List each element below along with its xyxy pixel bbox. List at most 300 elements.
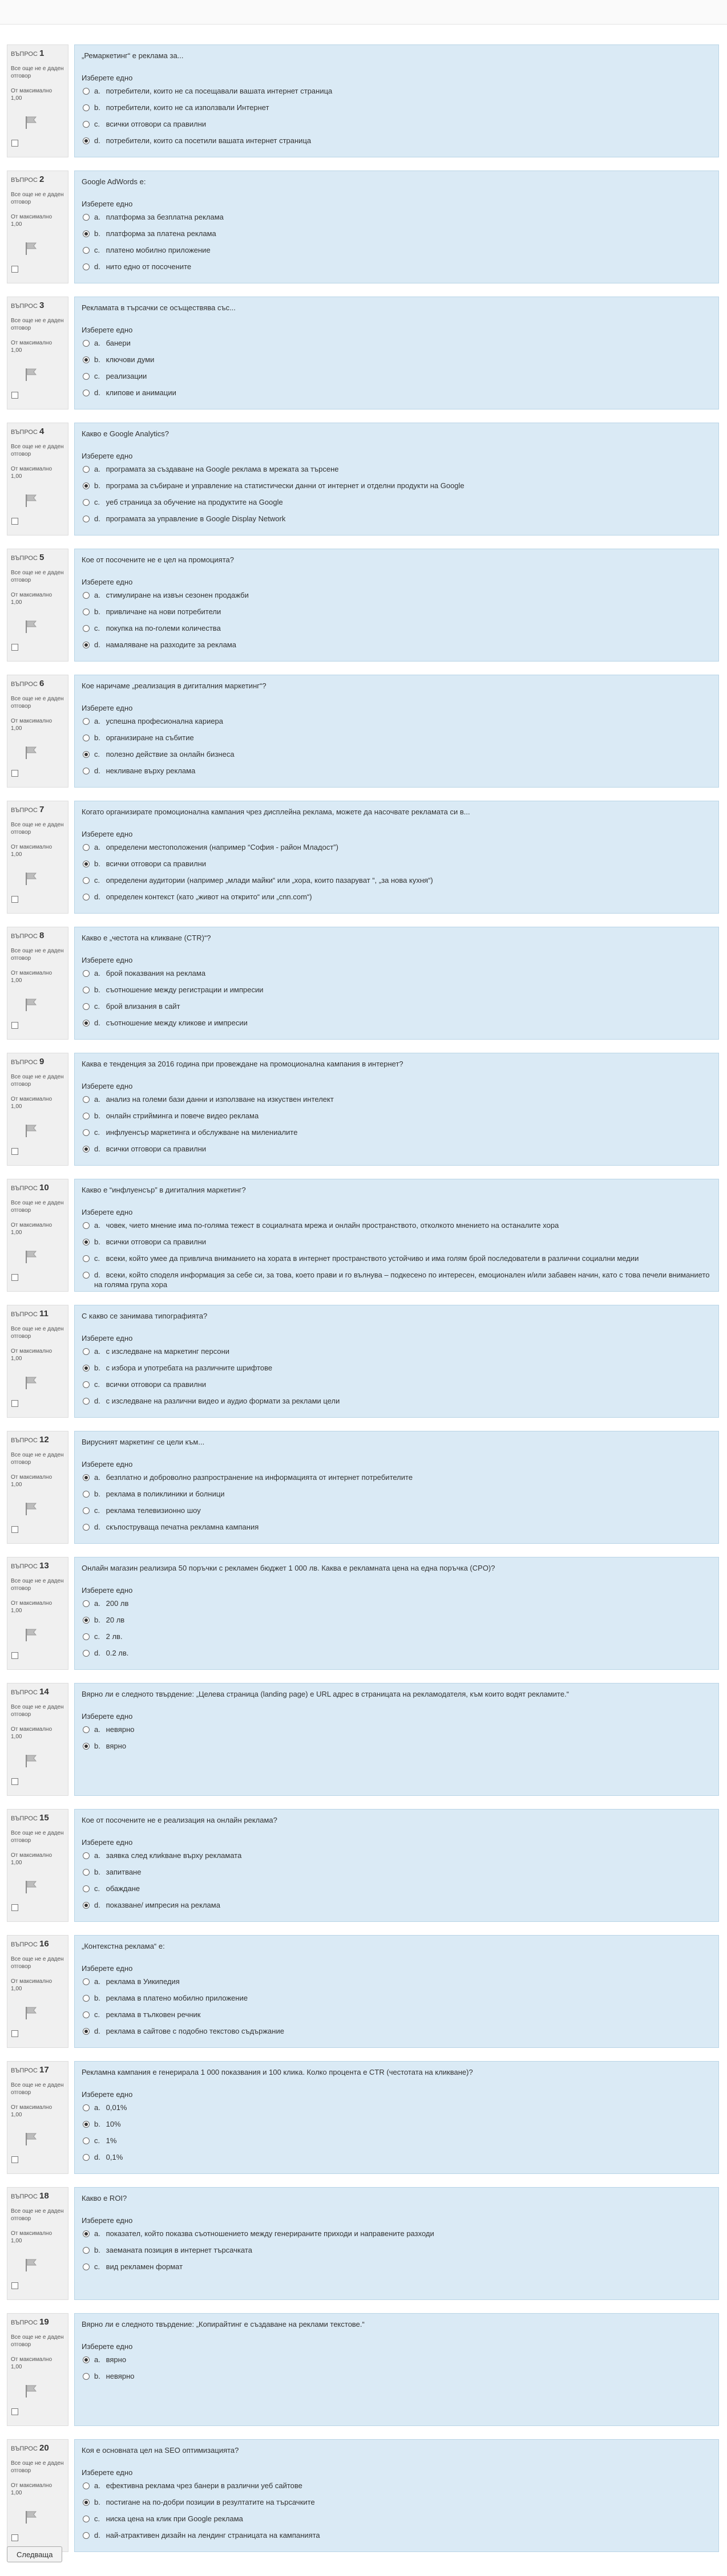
answer-label (94, 2371, 134, 2381)
answer-prompt: Изберете едно (82, 578, 133, 586)
radio-button[interactable] (83, 877, 90, 884)
answer-option[interactable] (82, 1648, 712, 1658)
answer-letter: a. (94, 1095, 100, 1104)
answer-prompt: Изберете едно (82, 1838, 133, 1847)
radio-button[interactable] (83, 1600, 90, 1607)
answer-letter: b. (94, 985, 100, 994)
radio-button[interactable] (83, 1978, 90, 1985)
answer-option[interactable] (82, 245, 712, 255)
question-number (11, 1310, 64, 1319)
answer-option[interactable] (82, 1867, 712, 1877)
question-3 (7, 297, 719, 409)
question-number (11, 554, 64, 562)
answer-label (94, 371, 147, 381)
radio-button[interactable] (83, 894, 90, 900)
flag-checkbox[interactable] (11, 392, 18, 399)
radio-selected[interactable] (83, 2028, 90, 2035)
answer-letter: d. (94, 1397, 100, 1405)
answer-letter: b. (94, 2372, 100, 2380)
answer-text: с изследване на различни видео и аудио формати за реклами цели (106, 1397, 340, 1405)
radio-selected[interactable] (83, 1020, 90, 1027)
question-text: Какво е Google Analytics? (82, 429, 169, 438)
answer-option[interactable] (82, 1018, 712, 1028)
answer-option[interactable] (82, 2136, 712, 2145)
question-prefix: ВЪПРОС (11, 1059, 38, 1066)
answer-letter: c. (94, 1002, 100, 1011)
answer-text: потребители, които са посетили вашата интернет страница (106, 136, 312, 145)
next-page-button[interactable]: Следваща (7, 2546, 62, 2562)
flag-icon[interactable] (23, 1501, 38, 1516)
answer-option[interactable] (82, 1506, 712, 1515)
answer-label (94, 640, 236, 650)
flag-checkbox[interactable] (11, 140, 18, 147)
radio-selected[interactable] (83, 1902, 90, 1909)
answer-option[interactable] (82, 2481, 712, 2490)
answer-label (94, 623, 221, 633)
answer-option[interactable] (82, 2514, 712, 2524)
radio-selected[interactable] (83, 137, 90, 144)
answer-option[interactable] (82, 355, 712, 364)
answer-letter: a. (94, 717, 100, 725)
question-14 (7, 1683, 719, 1796)
answer-letter: b. (94, 859, 100, 868)
radio-selected[interactable] (83, 1474, 90, 1481)
answer-option[interactable] (82, 2229, 712, 2238)
radio-button[interactable] (83, 1348, 90, 1355)
flag-icon[interactable] (23, 1249, 38, 1264)
answer-option[interactable] (82, 607, 712, 616)
top-navigation-bar (0, 0, 727, 25)
answer-option[interactable] (82, 1522, 712, 1532)
question-number (11, 1058, 64, 1066)
radio-button[interactable] (83, 2154, 90, 2161)
flag-checkbox[interactable] (11, 770, 18, 777)
flag-checkbox[interactable] (11, 518, 18, 525)
radio-button[interactable] (83, 1726, 90, 1733)
answer-letter: b. (94, 1111, 100, 1120)
answer-option[interactable] (82, 590, 712, 600)
radio-button[interactable] (83, 1381, 90, 1388)
radio-button[interactable] (83, 987, 90, 993)
question-info (7, 1809, 68, 1922)
answer-option[interactable] (82, 2530, 712, 2540)
answer-option[interactable] (82, 212, 712, 222)
answer-letter: b. (94, 1364, 100, 1372)
answer-letter: b. (94, 1868, 100, 1876)
radio-button[interactable] (83, 2104, 90, 2111)
radio-button[interactable] (83, 1885, 90, 1892)
radio-button[interactable] (83, 499, 90, 506)
answer-option[interactable] (82, 103, 712, 112)
answer-option[interactable] (82, 1363, 712, 1373)
radio-button[interactable] (83, 1869, 90, 1876)
radio-button[interactable] (83, 1852, 90, 1859)
radio-selected[interactable] (83, 2499, 90, 2506)
radio-button[interactable] (83, 1272, 90, 1279)
flag-icon[interactable] (23, 1123, 38, 1138)
radio-selected[interactable] (83, 1146, 90, 1153)
answer-label (94, 481, 465, 490)
answer-letter: b. (94, 2498, 100, 2506)
answer-option[interactable] (82, 2119, 712, 2129)
radio-button[interactable] (83, 1507, 90, 1514)
question-grade: От максимално 1,00 (11, 88, 52, 102)
flag-icon[interactable] (23, 2509, 38, 2524)
answer-option[interactable] (82, 968, 712, 978)
radio-selected[interactable] (83, 2356, 90, 2363)
answer-option[interactable] (82, 1993, 712, 2003)
answer-option[interactable] (82, 1144, 712, 1154)
answer-label (94, 1018, 248, 1028)
radio-button[interactable] (83, 88, 90, 95)
answer-letter: d. (94, 766, 100, 775)
answer-option[interactable] (82, 985, 712, 995)
answer-prompt: Изберете едно (82, 1586, 133, 1595)
flag-checkbox[interactable] (11, 2408, 18, 2415)
question-state: Все още не е даден отговор (11, 696, 64, 709)
question-grade: От максимално 1,00 (11, 1222, 52, 1236)
question-16 (7, 1935, 719, 2048)
radio-button[interactable] (83, 2373, 90, 2380)
answer-option[interactable] (82, 892, 712, 902)
answer-text: реклама в платено мобилно приложение (106, 1994, 248, 2002)
question-number (11, 1436, 64, 1445)
question-number (11, 1184, 64, 1192)
question-prefix: ВЪПРОС (11, 1311, 38, 1318)
flag-checkbox[interactable] (11, 2282, 18, 2289)
radio-button[interactable] (83, 625, 90, 632)
question-text: Какво е “инфлуенсър” в дигиталния маркетинг? (82, 1186, 246, 1194)
flag-icon[interactable] (23, 367, 38, 382)
question-number-value: 14 (39, 1687, 49, 1697)
flag-checkbox[interactable] (11, 1148, 18, 1155)
question-number-value: 1 (39, 48, 45, 58)
answer-text: всеки, който умее да привлича вниманието на хората в интернет пространството устойчиво и има голям брой последователи в различни социални медии (106, 1254, 639, 1263)
radio-selected[interactable] (83, 2230, 90, 2237)
answer-option[interactable] (82, 481, 712, 490)
answer-letter: a. (94, 87, 100, 95)
answer-text: всички отговори са правилни (106, 1238, 207, 1246)
answer-option[interactable] (82, 371, 712, 381)
flag-checkbox[interactable] (11, 644, 18, 651)
answer-option[interactable] (82, 2262, 712, 2271)
answer-option[interactable] (82, 766, 712, 776)
answer-text: заеманата позиция в интернет търсачката (106, 2246, 252, 2254)
answer-label (94, 103, 269, 112)
answer-letter: c. (94, 2514, 100, 2523)
radio-button[interactable] (83, 2532, 90, 2539)
radio-button[interactable] (83, 2247, 90, 2254)
radio-button[interactable] (83, 263, 90, 270)
answer-option[interactable] (82, 119, 712, 129)
answer-option[interactable] (82, 229, 712, 238)
answer-option[interactable] (82, 1127, 712, 1137)
answer-option[interactable] (82, 2371, 712, 2381)
answer-label (94, 136, 311, 145)
flag-icon[interactable] (23, 493, 38, 508)
answer-option[interactable] (82, 1380, 712, 1389)
answer-letter: b. (94, 355, 100, 364)
answer-text: с избора и употребата на различните шрифтове (106, 1364, 273, 1372)
answer-option[interactable] (82, 2010, 712, 2019)
flag-checkbox[interactable] (11, 1526, 18, 1533)
flag-checkbox[interactable] (11, 1778, 18, 1785)
flag-checkbox[interactable] (11, 2030, 18, 2037)
question-info (7, 1431, 68, 1544)
answer-option[interactable] (82, 86, 712, 96)
flag-icon[interactable] (23, 1879, 38, 1894)
radio-button[interactable] (83, 1633, 90, 1640)
radio-button[interactable] (83, 1491, 90, 1498)
answer-option[interactable] (82, 338, 712, 348)
answer-option[interactable] (82, 1615, 712, 1625)
question-content (74, 1809, 719, 1922)
answer-text: инфлуенсър маркетинга и обслужване на милениалите (106, 1128, 298, 1137)
answer-option[interactable] (82, 2245, 712, 2255)
radio-button[interactable] (83, 2011, 90, 2018)
radio-button[interactable] (83, 1222, 90, 1229)
question-number-value: 2 (39, 175, 45, 184)
radio-button[interactable] (83, 340, 90, 347)
answer-option[interactable] (82, 875, 712, 885)
answer-label (94, 1220, 559, 1230)
flag-icon[interactable] (23, 1627, 38, 1642)
answer-option[interactable] (82, 1884, 712, 1893)
flag-icon[interactable] (23, 997, 38, 1012)
answer-letter: b. (94, 1238, 100, 1246)
flag-icon[interactable] (23, 115, 38, 129)
radio-button[interactable] (83, 1995, 90, 2002)
flag-icon[interactable] (23, 1753, 38, 1768)
answer-option[interactable] (82, 1220, 712, 1230)
answer-option[interactable] (82, 859, 712, 869)
answer-option[interactable] (82, 388, 712, 397)
flag-icon[interactable] (23, 619, 38, 634)
answer-letter: a. (94, 1347, 100, 1356)
flag-checkbox[interactable] (11, 1022, 18, 1029)
answer-option[interactable] (82, 1472, 712, 1482)
answer-option[interactable] (82, 749, 712, 759)
radio-selected[interactable] (83, 482, 90, 489)
answer-option[interactable] (82, 2152, 712, 2162)
question-grade: От максимално 1,00 (11, 340, 52, 354)
radio-button[interactable] (83, 214, 90, 221)
answer-option[interactable] (82, 1977, 712, 1986)
answer-option[interactable] (82, 1851, 712, 1860)
answer-option[interactable] (82, 1346, 712, 1356)
radio-selected[interactable] (83, 1617, 90, 1624)
answer-option[interactable] (82, 1094, 712, 1104)
answer-option[interactable] (82, 842, 712, 852)
answer-option[interactable] (82, 2497, 712, 2507)
radio-selected[interactable] (83, 1365, 90, 1372)
answer-text: ефективна реклама чрез банери в различни уеб сайтове (106, 2481, 302, 2490)
question-state: Все още не е даден отговор (11, 1578, 64, 1592)
answer-option[interactable] (82, 514, 712, 524)
answer-letter: c. (94, 1128, 100, 1137)
answer-prompt: Изберете едно (82, 1460, 133, 1468)
answer-option[interactable] (82, 1900, 712, 1910)
radio-button[interactable] (83, 1003, 90, 1010)
flag-icon[interactable] (23, 2383, 38, 2398)
radio-selected[interactable] (83, 861, 90, 867)
question-text: Какво е ROI? (82, 2194, 127, 2202)
answer-option[interactable] (82, 1253, 712, 1263)
flag-icon[interactable] (23, 1375, 38, 1390)
question-grade: От максимално 1,00 (11, 1096, 52, 1110)
answer-option[interactable] (82, 716, 712, 726)
question-grade: От максимално 1,00 (11, 466, 52, 480)
answer-letter: d. (94, 262, 100, 271)
radio-selected[interactable] (83, 356, 90, 363)
radio-button[interactable] (83, 516, 90, 522)
answer-text: обаждане (106, 1884, 140, 1893)
question-number-value: 9 (39, 1057, 45, 1066)
question-prefix: ВЪПРОС (11, 933, 38, 940)
answer-option[interactable] (82, 497, 712, 507)
question-grade: От максимално 1,00 (11, 1978, 52, 1992)
question-prefix: ВЪПРОС (11, 555, 38, 562)
radio-button[interactable] (83, 390, 90, 396)
answer-label (94, 1001, 180, 1011)
radio-button[interactable] (83, 466, 90, 473)
flag-icon[interactable] (23, 2257, 38, 2272)
answer-option[interactable] (82, 1396, 712, 1406)
radio-selected[interactable] (83, 2121, 90, 2128)
radio-button[interactable] (83, 1524, 90, 1531)
answer-prompt: Изберете едно (82, 2468, 133, 2477)
answer-letter: c. (94, 750, 100, 758)
radio-selected[interactable] (83, 1239, 90, 1246)
answer-option[interactable] (82, 1270, 712, 1289)
answer-option[interactable] (82, 1599, 712, 1608)
answer-text: 10% (106, 2120, 121, 2128)
answer-option[interactable] (82, 1725, 712, 1734)
answer-option[interactable] (82, 2103, 712, 2112)
answer-option[interactable] (82, 464, 712, 474)
radio-button[interactable] (83, 1129, 90, 1136)
answer-option[interactable] (82, 2026, 712, 2036)
answer-option[interactable] (82, 1632, 712, 1641)
answer-option[interactable] (82, 733, 712, 743)
answer-letter: c. (94, 372, 100, 380)
answer-text: определени аудитории (например „млади майки“ или „хора, които пазаруват “, „за нова кухня“) (106, 876, 433, 885)
radio-selected[interactable] (83, 1743, 90, 1750)
radio-button[interactable] (83, 2482, 90, 2489)
question-number-value: 13 (39, 1561, 49, 1571)
answer-letter: b. (94, 607, 100, 616)
answer-option[interactable] (82, 136, 712, 145)
radio-button[interactable] (83, 608, 90, 615)
flag-checkbox[interactable] (11, 1400, 18, 1407)
radio-button[interactable] (83, 247, 90, 254)
answer-letter: d. (94, 1019, 100, 1027)
answer-text: реклама в тълковен речник (106, 2010, 201, 2019)
question-content (74, 2313, 719, 2426)
radio-button[interactable] (83, 718, 90, 725)
radio-button[interactable] (83, 1650, 90, 1657)
answer-option[interactable] (82, 1111, 712, 1121)
radio-button[interactable] (83, 735, 90, 741)
answer-label (94, 749, 235, 759)
answer-text: скъпоструваща печатна рекламна кампания (106, 1523, 259, 1531)
question-number-value: 3 (39, 301, 45, 310)
question-content (74, 2061, 719, 2174)
answer-label (94, 1648, 128, 1658)
radio-button[interactable] (83, 592, 90, 599)
answer-label (94, 1615, 124, 1625)
flag-checkbox[interactable] (11, 896, 18, 903)
radio-button[interactable] (83, 1255, 90, 1262)
answer-label (94, 2262, 183, 2271)
radio-button[interactable] (83, 970, 90, 977)
answer-option[interactable] (82, 623, 712, 633)
question-text: Онлайн магазин реализира 50 поръчки с рекламен бюджет 1 000 лв. Каква е рекламната цена на една поръчка (CPO)? (82, 1564, 495, 1572)
answer-option[interactable] (82, 1741, 712, 1751)
answer-option[interactable] (82, 262, 712, 271)
question-text: Вярно ли е следното твърдение: „Копирайтинг е създаване на реклами текстове.“ (82, 2320, 365, 2328)
flag-icon[interactable] (23, 871, 38, 886)
answer-option[interactable] (82, 640, 712, 650)
radio-selected[interactable] (83, 230, 90, 237)
answer-letter: a. (94, 2481, 100, 2490)
flag-checkbox[interactable] (11, 2156, 18, 2163)
question-content (74, 1935, 719, 2048)
answer-text: съотношение между регистрации и импресии (106, 985, 264, 994)
flag-checkbox[interactable] (11, 1274, 18, 1281)
answer-option[interactable] (82, 1237, 712, 1247)
flag-checkbox[interactable] (11, 2534, 18, 2541)
question-content (74, 1557, 719, 1670)
flag-icon[interactable] (23, 2005, 38, 2020)
answer-option[interactable] (82, 2355, 712, 2364)
question-state: Все още не е даден отговор (11, 1452, 64, 1466)
flag-checkbox[interactable] (11, 1652, 18, 1659)
radio-selected[interactable] (83, 642, 90, 648)
radio-button[interactable] (83, 104, 90, 111)
flag-icon[interactable] (23, 745, 38, 760)
radio-button[interactable] (83, 2263, 90, 2270)
radio-button[interactable] (83, 121, 90, 128)
radio-button[interactable] (83, 1096, 90, 1103)
radio-button[interactable] (83, 768, 90, 774)
question-grade: От максимално 1,00 (11, 2230, 52, 2244)
answer-label (94, 229, 216, 238)
question-text: Кое наричаме „реализация в дигиталния маркетинг“? (82, 681, 266, 690)
answer-option[interactable] (82, 1001, 712, 1011)
answer-letter: c. (94, 1254, 100, 1263)
flag-checkbox[interactable] (11, 266, 18, 273)
answer-letter: a. (94, 465, 100, 473)
flag-icon[interactable] (23, 241, 38, 255)
flag-icon[interactable] (23, 2131, 38, 2146)
radio-button[interactable] (83, 2516, 90, 2522)
answer-letter: d. (94, 1649, 100, 1657)
radio-button[interactable] (83, 373, 90, 380)
question-content (74, 1683, 719, 1796)
radio-button[interactable] (83, 2137, 90, 2144)
answer-label (94, 1632, 123, 1641)
answer-text: реклама в сайтове с подобно текстово съдържание (106, 2027, 284, 2035)
answer-option[interactable] (82, 1489, 712, 1499)
radio-button[interactable] (83, 844, 90, 851)
flag-checkbox[interactable] (11, 1904, 18, 1911)
radio-button[interactable] (83, 1398, 90, 1405)
radio-selected[interactable] (83, 751, 90, 758)
answer-letter: a. (94, 591, 100, 599)
answer-label (94, 1363, 272, 1373)
radio-button[interactable] (83, 1113, 90, 1119)
